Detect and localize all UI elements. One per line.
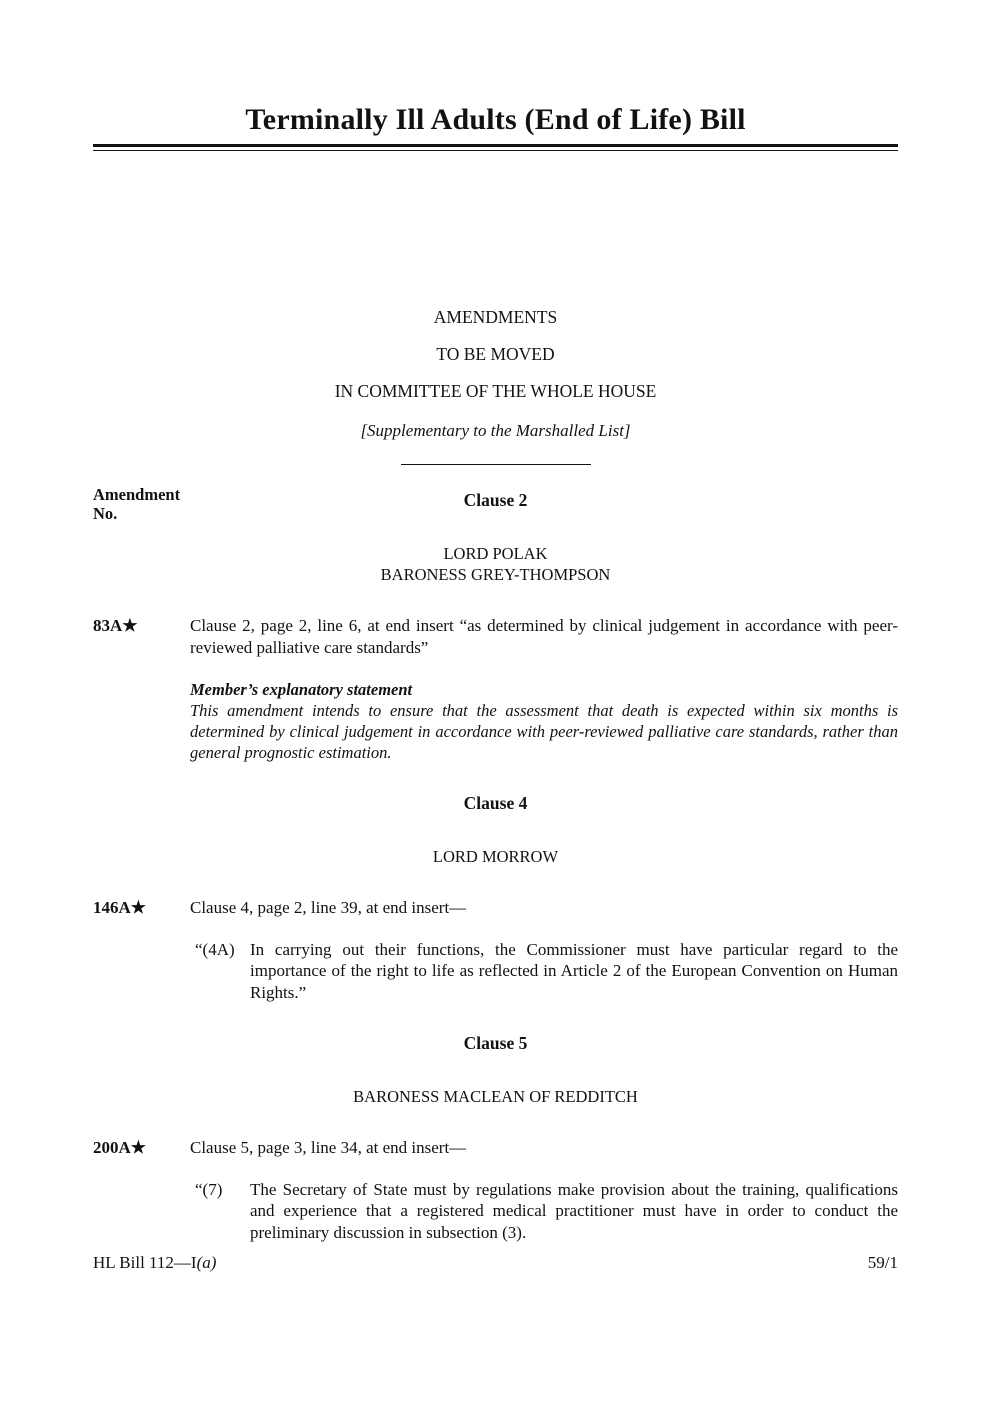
- inserted-subsection: [190, 1179, 898, 1244]
- sponsor-list: [93, 1086, 898, 1107]
- amendment-entry: [93, 1137, 898, 1243]
- clause-section-2: [93, 485, 898, 763]
- sponsor-list: [93, 543, 898, 585]
- sponsor-list: [93, 846, 898, 867]
- amendment-no-label-line1: Amendment: [93, 485, 181, 504]
- supplementary-note: [Supplementary to the Marshalled List]: [360, 421, 631, 440]
- bill-title: Terminally Ill Adults (End of Life) Bill: [245, 103, 746, 136]
- footer-bill-reference-text: HL Bill 112—I: [93, 1253, 197, 1272]
- front-matter: [93, 307, 898, 465]
- title-rule: [93, 144, 898, 151]
- amendment-number: [93, 897, 146, 919]
- to-be-moved-heading: TO BE MOVED: [436, 344, 555, 364]
- new-amendment-star-icon: ★: [130, 898, 147, 917]
- sponsor-name: LORD POLAK: [443, 544, 548, 563]
- page-footer: [93, 1252, 898, 1273]
- amendment-entry: [93, 897, 898, 1003]
- inserted-subsection: [190, 939, 898, 1004]
- committee-heading: IN COMMITTEE OF THE WHOLE HOUSE: [334, 381, 657, 401]
- amendment-number: [93, 615, 138, 637]
- subsection-text: The Secretary of State must by regulations make provision about the training, qualifications and experience that a registered medical practitioner must have in order to conduct the preliminary discussion in subsection (3).: [250, 1179, 898, 1242]
- sponsor-name: BARONESS GREY-THOMPSON: [380, 565, 611, 584]
- sponsor-name: LORD MORROW: [432, 847, 559, 866]
- footer-bill-reference-suffix: (a): [196, 1253, 217, 1272]
- amendment-number-text: 200A: [93, 1138, 131, 1157]
- amendment-number-text: 83A: [93, 616, 123, 635]
- amendments-heading: AMENDMENTS: [433, 307, 558, 327]
- new-amendment-star-icon: ★: [122, 616, 138, 635]
- amendment-number: [93, 1137, 146, 1159]
- explanatory-statement-text: This amendment intends to ensure that the assessment that death is expected within six months is determined by clinical judgement in accordance with peer-reviewed palliative care standards, rather than general prognostic estimation.: [190, 701, 898, 762]
- clause-section-5: [93, 1033, 898, 1243]
- sponsor-name: BARONESS MACLEAN OF REDDITCH: [353, 1087, 638, 1106]
- separator-rule: [401, 464, 591, 465]
- subsection-label: “(7): [195, 1179, 223, 1199]
- amendment-body: [190, 1137, 898, 1243]
- new-amendment-star-icon: ★: [130, 1138, 147, 1157]
- amendment-entry: [93, 615, 898, 763]
- subsection-label: “(4A): [195, 939, 235, 959]
- subsection-text: In carrying out their functions, the Commissioner must have particular regard to the importance of the right to life as reflected in Article 2 of the European Convention on Human Rights.”: [250, 939, 898, 1002]
- amendment-text: Clause 2, page 2, line 6, at end insert “as determined by clinical judgement in accordance with peer-reviewed palliative care standards”: [190, 616, 898, 657]
- document-content: [0, 103, 991, 1243]
- section-header-row: [93, 485, 898, 523]
- amendment-text: Clause 5, page 3, line 34, at end insert—: [190, 1138, 467, 1157]
- amendment-no-label-line2: No.: [93, 504, 118, 523]
- amendment-no-label: [93, 485, 180, 523]
- clause-section-4: [93, 793, 898, 1003]
- amendment-body: [190, 615, 898, 763]
- amendment-body: [190, 897, 898, 1003]
- footer-bill-reference: [93, 1252, 216, 1273]
- clause-heading: Clause 4: [463, 793, 528, 813]
- clause-heading: Clause 2: [463, 490, 528, 510]
- explanatory-statement-heading: Member’s explanatory statement: [190, 680, 413, 699]
- footer-page-number: 59/1: [867, 1253, 898, 1272]
- amendment-number-text: 146A: [93, 898, 131, 917]
- amendment-text: Clause 4, page 2, line 39, at end insert—: [190, 898, 467, 917]
- clause-heading: Clause 5: [463, 1033, 528, 1053]
